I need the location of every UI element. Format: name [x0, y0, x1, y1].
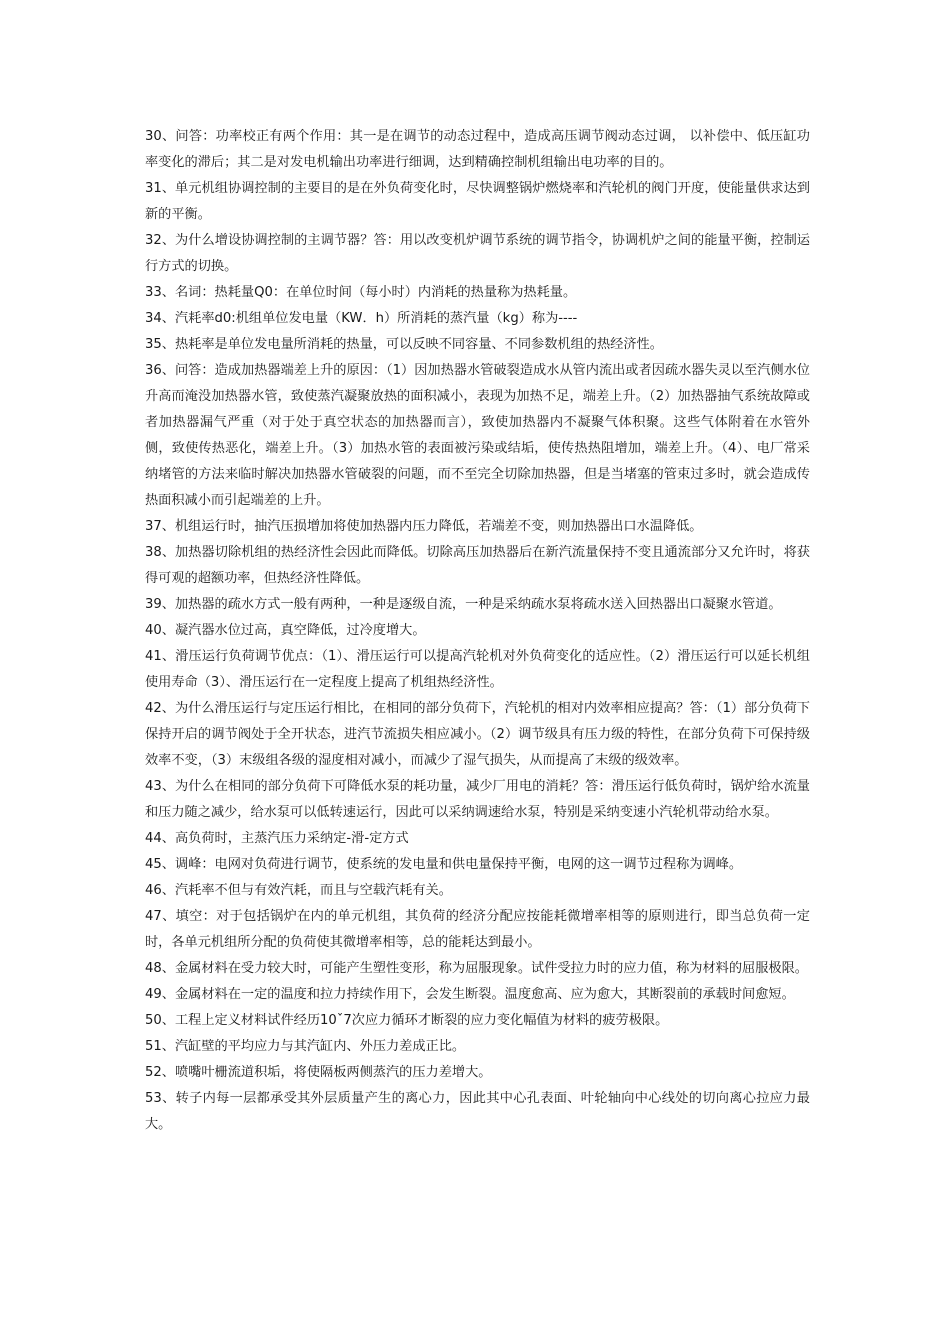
paragraph-53: 53、转子内每一层都承受其外层质量产生的离心力，因此其中心孔表面、叶轮轴向中心线处的切向离心拉应力最大。	[145, 1091, 810, 1132]
paragraph-42: 42、为什么滑压运行与定压运行相比，在相同的部分负荷下，汽轮机的相对内效率相应提高？答：（1）部分负荷下保持开启的调节阀处于全开状态，进汽节流损失相应减小。（2）调节级具有压力级的特性，在部分负荷下可保持级效率不变，（3）末级组各级的湿度相对减小，而减少了湿气损失，从而提高了末级的级效率。	[145, 701, 810, 768]
paragraph-35: 35、热耗率是单位发电量所消耗的热量，可以反映不同容量、不同参数机组的热经济性。	[145, 337, 663, 352]
paragraph-50: 50、工程上定义材料试件经历10ˇ7次应力循环才断裂的应力变化幅值为材料的疲劳极限。	[145, 1013, 669, 1028]
paragraph-31: 31、单元机组协调控制的主要目的是在外负荷变化时，尽快调整锅炉燃烧率和汽轮机的阀门开度，使能量供求达到新的平衡。	[145, 181, 810, 222]
paragraph-32: 32、为什么增设协调控制的主调节器？答：用以改变机炉调节系统的调节指令，协调机炉之间的能量平衡，控制运行方式的切换。	[145, 233, 810, 274]
paragraph-30: 30、问答：功率校正有两个作用：其一是在调节的动态过程中，造成高压调节阀动态过调， 以补偿中、低压缸功率变化的滞后；其二是对发电机输出功率进行细调，达到精确控制机组输出电功率的目的。	[145, 129, 810, 170]
paragraph-51: 51、汽缸壁的平均应力与其汽缸内、外压力差成正比。	[145, 1039, 466, 1054]
paragraph-45: 45、调峰：电网对负荷进行调节，使系统的发电量和供电量保持平衡，电网的这一调节过程称为调峰。	[145, 857, 743, 872]
paragraph-48: 48、金属材料在受力较大时，可能产生塑性变形，称为屈服现象。试件受拉力时的应力值，称为材料的屈服极限。	[145, 961, 808, 976]
paragraph-44: 44、高负荷时，主蒸汽压力采纳定-滑-定方式	[145, 831, 409, 846]
paragraph-38: 38、加热器切除机组的热经济性会因此而降低。切除高压加热器后在新汽流量保持不变且通流部分又允许时，将获得可观的超额功率，但热经济性降低。	[145, 545, 810, 586]
paragraph-41: 41、滑压运行负荷调节优点：（1）、滑压运行可以提高汽轮机对外负荷变化的适应性。（2）滑压运行可以延长机组使用寿命（3）、滑压运行在一定程度上提高了机组热经济性。	[145, 649, 810, 690]
paragraph-47: 47、填空：对于包括锅炉在内的单元机组，其负荷的经济分配应按能耗微增率相等的原则进行，即当总负荷一定时，各单元机组所分配的负荷使其微增率相等，总的能耗达到最小。	[145, 909, 810, 950]
paragraph-46: 46、汽耗率不但与有效汽耗，而且与空载汽耗有关。	[145, 883, 452, 898]
paragraph-39: 39、加热器的疏水方式一般有两种，一种是逐级自流，一种是采纳疏水泵将疏水送入回热器出口凝聚水管道。	[145, 597, 782, 612]
paragraph-40: 40、凝汽器水位过高，真空降低，过冷度增大。	[145, 623, 426, 638]
paragraph-34: 34、汽耗率d0:机组单位发电量（KW．h）所消耗的蒸汽量（kg）称为----	[145, 311, 578, 326]
document-body	[145, 124, 810, 1138]
paragraph-49: 49、金属材料在一定的温度和拉力持续作用下，会发生断裂。温度愈高、应为愈大，其断裂前的承载时间愈短。	[145, 987, 795, 1002]
paragraph-33: 33、名词：热耗量Q0：在单位时间（每小时）内消耗的热量称为热耗量。	[145, 285, 577, 300]
paragraph-43: 43、为什么在相同的部分负荷下可降低水泵的耗功量，减少厂用电的消耗？答：滑压运行低负荷时，锅炉给水流量和压力随之减少，给水泵可以低转速运行，因此可以采纳调速给水泵，特别是采纳变速小汽轮机带动给水泵。	[145, 779, 810, 820]
paragraph-37: 37、机组运行时，抽汽压损增加将使加热器内压力降低，若端差不变，则加热器出口水温降低。	[145, 519, 703, 534]
paragraph-36: 36、问答：造成加热器端差上升的原因：（1）因加热器水管破裂造成水从管内流出或者因疏水器失灵以至汽侧水位升高而淹没加热器水管，致使蒸汽凝聚放热的面积减小，表现为加热不足，端差上升。（2）加热器抽气系统故障或者加热器漏气严重（对于处于真空状态的加热器而言），致使加热器内不凝聚气体积聚。这些气体附着在水管外侧，致使传热恶化，端差上升。（3）加热水管的表面被污染或结垢，使传热热阻增加，端差上升。（4）、电厂常采纳堵管的方法来临时解决加热器水管破裂的问题，而不至完全切除加热器，但是当堵塞的管束过多时，就会造成传热面积减小而引起端差的上升。	[145, 363, 810, 508]
paragraph-52: 52、喷嘴叶栅流道积垢，将使隔板两侧蒸汽的压力差增大。	[145, 1065, 492, 1080]
